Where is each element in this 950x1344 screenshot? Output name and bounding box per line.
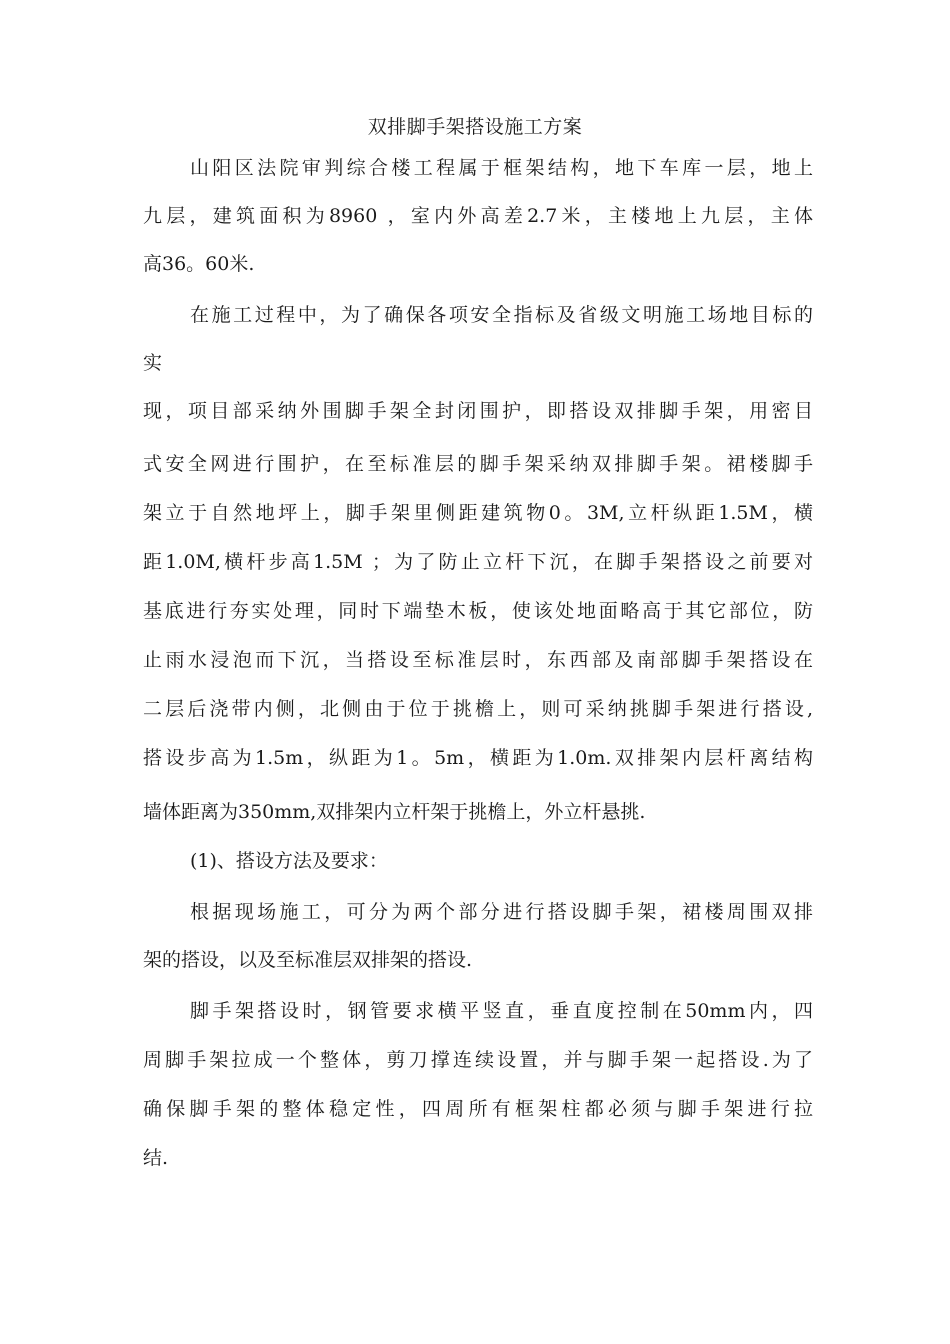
paragraph-line: 止雨水浸泡而下沉，当搭设至标准层时，东西部及南部脚手架搭设在 <box>143 649 813 671</box>
paragraph-line: 周脚手架拉成一个整体，剪刀撑连续设置，并与脚手架一起搭设.为了 <box>143 1049 813 1071</box>
paragraph-line: 现，项目部采纳外围脚手架全封闭围护，即搭设双排脚手架，用密目 <box>143 400 813 422</box>
paragraph-line: 确保脚手架的整体稳定性，四周所有框架柱都必须与脚手架进行拉 <box>143 1098 813 1120</box>
paragraph-line: 在施工过程中，为了确保各项安全指标及省级文明施工场地目标的 <box>190 304 813 326</box>
paragraph-line: 搭设步高为1.5m，纵距为1。5m，横距为1.0m.双排架内层杆离结构 <box>143 747 813 769</box>
paragraph-line: 山阳区法院审判综合楼工程属于框架结构，地下车库一层，地上 <box>190 157 813 179</box>
paragraph-line: 结. <box>143 1147 169 1169</box>
paragraph-line: 实 <box>143 352 163 374</box>
paragraph-line: 距1.0M,横杆步高1.5M ；为了防止立杆下沉，在脚手架搭设之前要对 <box>143 551 813 573</box>
paragraph-line: 九层，建筑面积为8960 ，室内外高差2.7米，主楼地上九层，主体 <box>143 205 813 227</box>
paragraph-line: 根据现场施工，可分为两个部分进行搭设脚手架，裙楼周围双排 <box>190 901 813 923</box>
paragraph-line: 架立于自然地坪上，脚手架里侧距建筑物0。3M,立杆纵距1.5M，横 <box>143 502 813 524</box>
paragraph-line: 墙体距离为350mm,双排架内立杆架于挑檐上，外立杆悬挑. <box>143 801 646 823</box>
paragraph-line: 架的搭设，以及至标准层双排架的搭设. <box>143 949 473 971</box>
paragraph-line: 高36。60米. <box>143 253 255 275</box>
paragraph-line: 二层后浇带内侧，北侧由于位于挑檐上，则可采纳挑脚手架进行搭设, <box>143 698 813 720</box>
paragraph-line: 式安全网进行围护，在至标准层的脚手架采纳双排脚手架。裙楼脚手 <box>143 453 813 475</box>
document-title: 双排脚手架搭设施工方案 <box>367 116 583 138</box>
section-heading: (1)、搭设方法及要求： <box>190 850 388 872</box>
paragraph-line: 基底进行夯实处理，同时下端垫木板，使该处地面略高于其它部位，防 <box>143 600 813 622</box>
paragraph-line: 脚手架搭设时，钢管要求横平竖直，垂直度控制在50mm内，四 <box>190 1000 813 1022</box>
